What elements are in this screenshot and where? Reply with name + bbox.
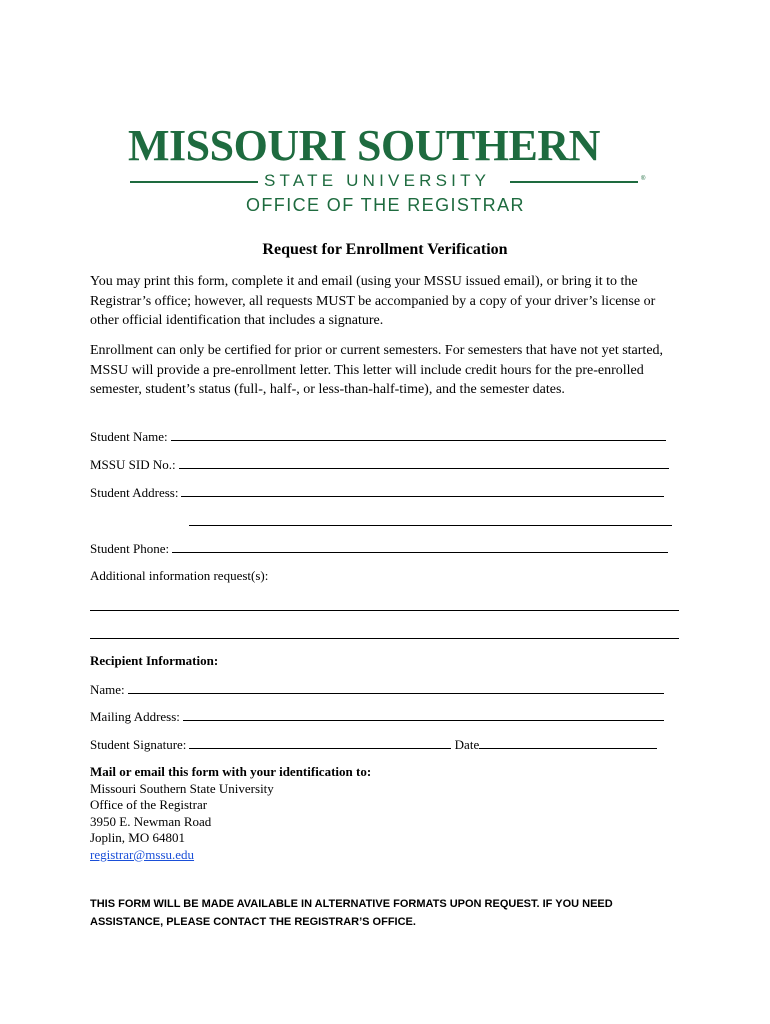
notice-line-2: ASSISTANCE, PLEASE CONTACT THE REGISTRAR’S OFFICE. <box>90 916 416 928</box>
mailing-address-input[interactable] <box>183 708 664 721</box>
signature-label: Student Signature: <box>90 737 187 752</box>
mailing-address-block <box>90 764 371 863</box>
student-name-input[interactable] <box>171 428 666 441</box>
student-name-field <box>90 428 666 445</box>
registrar-email-link[interactable]: registrar@mssu.edu <box>90 846 195 862</box>
student-name-label: Student Name: <box>90 429 168 444</box>
mailing-line-3: 3950 E. Newman Road <box>90 813 212 829</box>
mailing-heading: Mail or email this form with your identification to: <box>90 764 372 779</box>
mailing-line-2: Office of the Registrar <box>90 797 208 812</box>
logo-subtitle: STATE UNIVERSITY <box>264 171 491 190</box>
notice-line-1: THIS FORM WILL BE MADE AVAILABLE IN ALTERNATIVE FORMATS UPON REQUEST. IF YOU NEED <box>90 898 613 910</box>
university-logo <box>128 121 648 215</box>
additional-info-line2-input[interactable] <box>90 638 679 639</box>
signature-field <box>90 736 657 753</box>
mailing-line-4: Joplin, MO 64801 <box>90 830 185 845</box>
logo-subtitle-row <box>128 170 648 192</box>
logo-rule-right <box>510 181 638 183</box>
student-phone-label: Student Phone: <box>90 541 170 556</box>
recipient-heading: Recipient Information: <box>90 653 219 668</box>
signature-input[interactable] <box>189 736 451 749</box>
logo-name: MISSOURI SOUTHERN <box>128 121 600 170</box>
student-address-line2-input[interactable] <box>189 525 672 526</box>
mailing-address-label: Mailing Address: <box>90 709 180 724</box>
student-phone-field <box>90 540 668 557</box>
accessibility-notice <box>90 895 690 931</box>
student-address-label: Student Address: <box>90 485 179 500</box>
mailing-line-1: Missouri Southern State University <box>90 780 274 796</box>
date-label: Date <box>454 737 480 752</box>
student-address-input[interactable] <box>181 484 664 497</box>
additional-info-line1-input[interactable] <box>90 610 679 611</box>
recipient-name-input[interactable] <box>128 681 664 694</box>
additional-info-label: Additional information request(s): <box>90 568 269 583</box>
sid-input[interactable] <box>179 456 669 469</box>
recipient-name-label: Name: <box>90 682 125 697</box>
student-phone-input[interactable] <box>172 540 668 553</box>
student-address-field <box>90 484 664 501</box>
sid-label: MSSU SID No.: <box>90 457 176 472</box>
instructions-paragraph: You may print this form, complete it and email (using your MSSU issued email), or bring it to the Registrar’s office; however, all requests MUST be accompanied by a copy of your driver’s license or other official identification that includes a signature. <box>90 274 656 328</box>
registered-mark: ® <box>641 176 646 182</box>
logo-rule-left <box>130 181 258 183</box>
enrollment-paragraph: Enrollment can only be certified for prior or current semesters. For semesters that have not yet started, MSSU will provide a pre-enrollment letter. This letter will include credit hours for the pre-enrolled semester, student’s status (full-, half-, or less-than-half-time), and the semester dates. <box>90 343 664 397</box>
recipient-name-field <box>90 681 664 698</box>
logo-office: OFFICE OF THE REGISTRAR <box>246 195 525 215</box>
sid-field <box>90 456 669 473</box>
date-input[interactable] <box>479 736 657 749</box>
mailing-address-field <box>90 708 664 725</box>
form-title: Request for Enrollment Verification <box>262 241 508 258</box>
